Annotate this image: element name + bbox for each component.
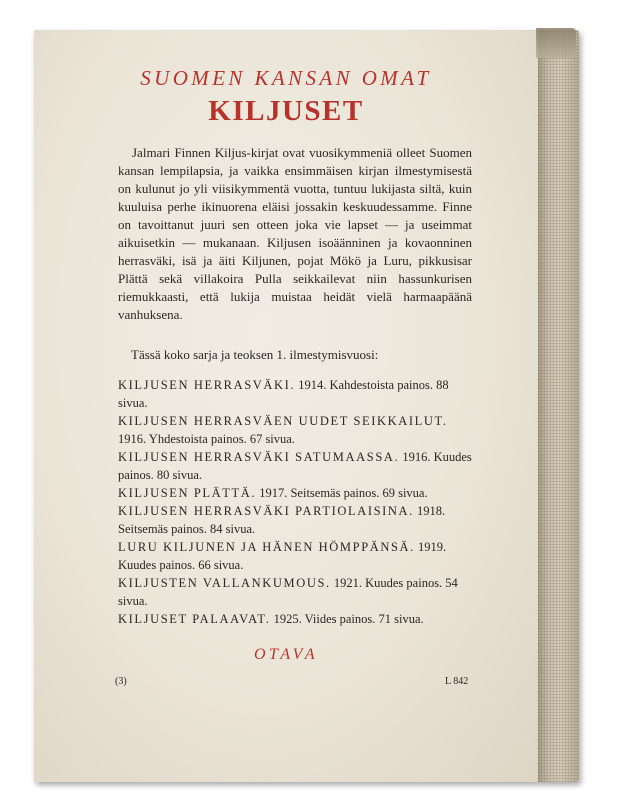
- book-title: KILJUSEN HERRASVÄKI.: [118, 378, 296, 392]
- book-details: 1919. Kuudes painos. 66 sivua.: [118, 540, 447, 572]
- series-title: SUOMEN KANSAN OMAT: [140, 66, 432, 90]
- series-intro: Tässä koko sarja ja teoksen 1. ilmestymisvuosi:: [131, 347, 379, 362]
- book-spine: [538, 30, 579, 782]
- book-title: KILJUSEN HERRASVÄEN UUDET SEIKKAILUT.: [118, 414, 448, 428]
- catalog-code: L 842: [445, 676, 469, 687]
- publisher-name: OTAVA: [253, 646, 319, 663]
- book-title: KILJUSEN PLÄTTÄ.: [118, 486, 257, 500]
- main-title: KILJUSET: [208, 95, 364, 127]
- book-title: KILJUSEN HERRASVÄKI PARTIOLAISINA.: [118, 504, 414, 518]
- book-details: 1921. Kuudes painos. 54 sivua.: [118, 576, 458, 608]
- spine-worn-top: [536, 28, 576, 58]
- list-item: [118, 412, 478, 448]
- book-details: 1916. Yhdestoista painos. 67 sivua.: [118, 432, 295, 446]
- list-item: [118, 610, 478, 628]
- book-details: 1918. Seitsemäs painos. 84 sivua.: [118, 504, 446, 536]
- list-item: [118, 448, 478, 484]
- list-item: [118, 574, 478, 610]
- description-paragraph: Jalmari Finnen Kiljus-kirjat ovat vuosikymmeniä olleet Suomen kansan lempilapsia, ja vaikka ensimmäisen kirjan ilmestymisestä on kulunut jo yli viisikymmentä vuotta, tuntuu lukijasta siltä, kuin kuuluisa perhe ikinuorena eläisi jossakin keskuudessamme. Finne on tavoittanut juuri sen otteen joka vie lapset — ja useimmat aikuisetkin — mukanaan. Kiljusen isoäänninen ja kovaonninen herrasväki, isä ja äiti Kiljunen, pojat Mökö ja Luru, pikkusisar Plättä sekä villakoira Pulla seikkailevat niin hassunkurisen riemukkaasti, että lukija muistaa heidät vielä harmaapäänä vanhuksena.: [118, 145, 472, 322]
- book-title: KILJUSTEN VALLANKUMOUS.: [118, 576, 331, 590]
- book-title: LURU KILJUNEN JA HÄNEN HÖMPPÄNSÄ.: [118, 540, 415, 554]
- list-item: [118, 484, 478, 502]
- print-code-left: (3): [115, 676, 127, 687]
- book-details: 1925. Viides painos. 71 sivua.: [273, 612, 424, 626]
- book-details: 1916. Kuudes painos. 80 sivua.: [118, 450, 472, 482]
- book-details: 1917. Seitsemäs painos. 69 sivua.: [259, 486, 428, 500]
- book-details: 1914. Kahdestoista painos. 88 sivua.: [118, 378, 449, 410]
- book-title: KILJUSEN HERRASVÄKI SATUMAASSA.: [118, 450, 400, 464]
- book-list: [118, 376, 478, 628]
- list-item: [118, 502, 478, 538]
- list-item: [118, 376, 478, 412]
- book-title: KILJUSET PALAAVAT.: [118, 612, 271, 626]
- list-item: [118, 538, 478, 574]
